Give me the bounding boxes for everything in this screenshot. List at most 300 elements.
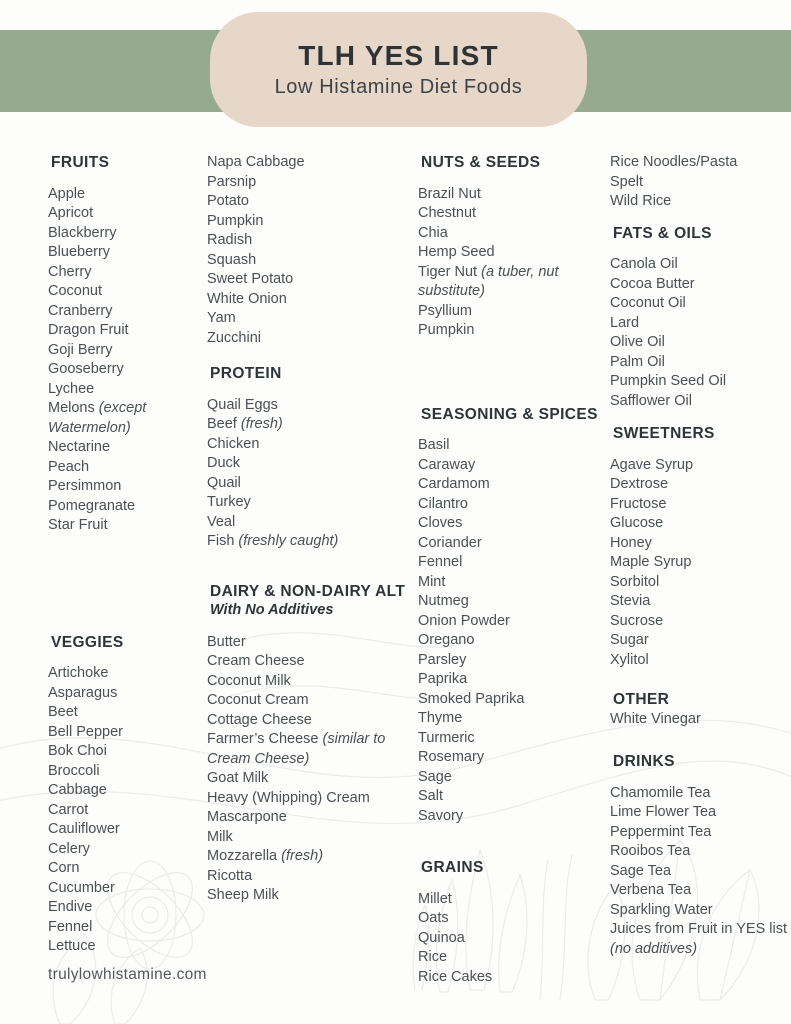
food-item-text: Star Fruit — [48, 517, 108, 533]
food-item — [610, 333, 788, 353]
food-item-text: Apricot — [48, 205, 94, 221]
food-list — [610, 153, 788, 212]
section-heading: FATS & OILS — [613, 224, 712, 242]
food-item-text: Beet — [48, 704, 78, 720]
food-item — [48, 664, 180, 684]
food-item-text: Butter — [207, 633, 246, 650]
food-item — [48, 703, 180, 723]
food-item-text: Wild Rice — [610, 193, 672, 209]
food-item — [610, 651, 788, 671]
food-item-text: Glucose — [610, 515, 664, 531]
food-item-text: Celery — [48, 840, 90, 857]
food-item-text: Cabbage — [48, 782, 107, 798]
food-item-text: Quinoa — [418, 929, 465, 946]
food-item-text: Rice — [418, 949, 448, 965]
food-section — [610, 752, 788, 959]
food-item — [610, 275, 788, 295]
food-item-text: Cherry — [48, 263, 92, 280]
food-item — [418, 456, 596, 476]
food-item — [48, 918, 180, 938]
food-item-text: Olive Oil — [610, 334, 665, 350]
food-item — [418, 514, 596, 534]
food-item-text: Sparkling Water — [610, 901, 713, 918]
food-list — [610, 456, 788, 671]
food-item-text: Radish — [207, 232, 253, 248]
food-item-text: Pumpkin — [207, 212, 264, 229]
food-item-text: Cilantro — [418, 495, 468, 512]
food-item-text: Parsnip — [207, 173, 257, 190]
food-item — [418, 534, 596, 554]
food-item — [48, 224, 180, 244]
food-item-text: Fennel — [48, 918, 93, 935]
food-item-text: Lard — [610, 314, 640, 331]
food-item-text: Salt — [418, 788, 443, 804]
food-item — [207, 474, 407, 494]
food-item-note: (no additives) — [610, 940, 698, 957]
food-item — [207, 192, 407, 212]
food-item-text: Cardamom — [418, 476, 490, 492]
food-item — [48, 684, 180, 704]
food-item-text: Nectarine — [48, 439, 111, 455]
food-item-text: Zucchini — [207, 329, 261, 346]
food-item-text: Parsley — [418, 651, 467, 668]
food-section — [418, 858, 596, 987]
food-item-text: Peach — [48, 458, 90, 475]
food-item-text: Squash — [207, 251, 257, 268]
food-item — [48, 723, 180, 743]
food-item — [610, 823, 788, 843]
section-heading: FRUITS — [51, 154, 110, 171]
food-item — [48, 742, 180, 762]
food-item — [48, 341, 180, 361]
food-item — [418, 929, 596, 949]
food-item-text: Onion Powder — [418, 612, 510, 629]
food-item-text: Duck — [207, 455, 241, 471]
food-item — [418, 592, 596, 612]
food-item — [207, 251, 407, 271]
food-item-text: Pumpkin — [418, 322, 475, 338]
food-item — [207, 652, 407, 672]
food-item — [418, 573, 596, 593]
food-item — [207, 633, 407, 653]
food-item-text: White Onion — [207, 290, 287, 307]
food-item — [207, 309, 407, 329]
food-item-text: Cranberry — [48, 302, 113, 319]
food-item-text: Corn — [48, 860, 80, 876]
food-item — [207, 493, 407, 513]
section-heading: OTHER — [613, 691, 670, 708]
food-item — [207, 270, 407, 290]
food-item-text: Sucrose — [610, 612, 664, 629]
food-item — [48, 801, 180, 821]
food-item — [418, 729, 596, 749]
food-item — [207, 415, 407, 435]
food-item-note: (fresh) — [236, 416, 283, 432]
food-item — [207, 828, 407, 848]
food-item — [418, 263, 596, 302]
section-heading: DAIRY & NON-DAIRY ALT — [210, 582, 406, 600]
food-item — [48, 243, 180, 263]
food-item-text: Cream Cheese — [207, 653, 305, 669]
food-item — [207, 231, 407, 251]
food-item-text: Oregano — [418, 632, 475, 648]
food-item — [610, 153, 788, 173]
food-item-text: Yam — [207, 310, 236, 326]
food-item-text: Mint — [418, 573, 446, 590]
food-item — [610, 495, 788, 515]
food-item-text: Cucumber — [48, 879, 115, 896]
food-list — [418, 890, 596, 988]
food-item — [610, 392, 788, 412]
food-item — [48, 399, 180, 438]
food-item — [610, 353, 788, 373]
food-item-text: Millet — [418, 890, 452, 907]
food-item — [610, 173, 788, 193]
food-item — [610, 372, 788, 392]
food-item-text: Tiger Nut — [418, 263, 478, 280]
food-item — [418, 243, 596, 263]
food-item — [418, 909, 596, 929]
food-item — [48, 762, 180, 782]
food-item-text: Coconut — [48, 283, 103, 299]
section-heading: GRAINS — [421, 859, 484, 876]
food-item — [207, 867, 407, 887]
food-item-text: Rosemary — [418, 749, 485, 765]
food-item-note: (except Watermelon) — [48, 400, 147, 436]
food-item — [418, 968, 596, 988]
food-item-text: Coconut Cream — [207, 692, 309, 708]
food-item-text: Napa Cabbage — [207, 154, 305, 170]
food-item-text: Potato — [207, 193, 249, 209]
food-item-text: Beef — [207, 416, 237, 432]
food-item-text: Artichoke — [48, 665, 109, 681]
food-list — [48, 664, 180, 957]
food-item — [207, 789, 407, 809]
food-item-text: Juices from Fruit in YES list — [610, 921, 788, 937]
food-item-text: Fennel — [418, 554, 463, 570]
food-item — [610, 803, 788, 823]
food-item — [418, 436, 596, 456]
food-list — [48, 185, 180, 536]
food-item — [48, 321, 180, 341]
food-item-text: Chestnut — [418, 205, 477, 221]
food-item-note: (freshly caught) — [234, 533, 339, 549]
food-item — [207, 329, 407, 349]
page-subtitle: Low Histamine Diet Foods — [274, 75, 523, 98]
food-item-text: Goat Milk — [207, 770, 269, 786]
food-item-text: Pomegranate — [48, 497, 136, 514]
food-item — [418, 690, 596, 710]
food-item — [610, 294, 788, 314]
food-item-text: Coconut Milk — [207, 672, 291, 689]
food-item-text: Stevia — [610, 593, 651, 609]
food-item — [207, 454, 407, 474]
food-item-text: Heavy (Whipping) Cream — [207, 789, 370, 806]
food-section — [418, 153, 596, 341]
food-item-text: Ricotta — [207, 867, 253, 884]
food-item — [418, 651, 596, 671]
food-item — [418, 807, 596, 827]
food-item — [418, 475, 596, 495]
food-item-text: Milk — [207, 828, 233, 845]
column-2 — [207, 146, 407, 906]
food-item-text: Quail Eggs — [207, 396, 278, 413]
food-item-text: Spelt — [610, 173, 644, 190]
food-item — [418, 204, 596, 224]
food-item-text: Dragon Fruit — [48, 322, 129, 338]
food-item — [48, 781, 180, 801]
food-item — [48, 859, 180, 879]
food-item — [418, 612, 596, 632]
food-item — [48, 477, 180, 497]
food-item — [207, 691, 407, 711]
food-item-text: Agave Syrup — [610, 456, 694, 473]
food-item-text: Asparagus — [48, 684, 118, 701]
food-item — [418, 670, 596, 690]
food-item — [610, 192, 788, 212]
food-item-text: Maple Syrup — [610, 554, 692, 570]
food-item-text: Savory — [418, 807, 464, 824]
food-item-note: (similar to Cream Cheese) — [207, 731, 386, 767]
food-section — [610, 224, 788, 412]
food-item-text: Sorbitol — [610, 573, 660, 590]
food-item — [610, 901, 788, 921]
food-list — [207, 633, 407, 906]
food-item — [207, 730, 407, 769]
food-item — [48, 458, 180, 478]
food-item — [207, 153, 407, 173]
food-item — [610, 514, 788, 534]
food-item-text: Sugar — [610, 632, 649, 648]
food-item — [418, 495, 596, 515]
food-item — [48, 438, 180, 458]
food-list — [418, 436, 596, 826]
page-title: TLH YES LIST — [298, 39, 499, 71]
website-url: trulylowhistamine.com — [48, 966, 207, 983]
food-item-text: Cottage Cheese — [207, 711, 312, 728]
food-item — [48, 282, 180, 302]
food-item-text: Fish — [207, 533, 235, 549]
food-item — [48, 204, 180, 224]
food-item-text: Sweet Potato — [207, 271, 294, 287]
food-item — [610, 475, 788, 495]
food-item — [610, 842, 788, 862]
food-item-note: (fresh) — [277, 848, 324, 864]
food-item — [418, 553, 596, 573]
food-item-text: Verbena Tea — [610, 882, 692, 898]
food-section — [610, 690, 788, 729]
food-section — [207, 364, 407, 552]
food-item-text: Quail — [207, 474, 241, 491]
food-section — [207, 153, 407, 348]
food-item — [610, 592, 788, 612]
food-item-text: Persimmon — [48, 478, 122, 494]
food-section — [207, 582, 407, 906]
food-item-text: Bok Choi — [48, 743, 107, 759]
food-item-text: Rooibos Tea — [610, 843, 691, 859]
food-item — [418, 748, 596, 768]
food-list — [610, 255, 788, 411]
food-item-note: (a tuber, nut substitute) — [418, 263, 559, 299]
food-item — [418, 709, 596, 729]
food-item — [610, 255, 788, 275]
food-item — [207, 672, 407, 692]
food-section — [610, 424, 788, 670]
food-item-text: Lime Flower Tea — [610, 804, 717, 820]
food-item — [610, 710, 788, 730]
food-item-text: Turmeric — [418, 729, 475, 746]
food-item — [48, 497, 180, 517]
food-section — [48, 633, 180, 957]
food-item — [207, 396, 407, 416]
food-item — [610, 534, 788, 554]
food-item — [418, 185, 596, 205]
food-item — [48, 898, 180, 918]
food-item — [418, 948, 596, 968]
food-item — [48, 879, 180, 899]
food-item-text: Xylitol — [610, 651, 649, 668]
food-list — [610, 710, 788, 730]
food-item-text: Broccoli — [48, 762, 100, 779]
food-item-text: Rice Noodles/Pasta — [610, 154, 738, 170]
food-item — [207, 173, 407, 193]
food-item-text: Paprika — [418, 671, 468, 687]
food-item — [48, 263, 180, 283]
food-item — [610, 862, 788, 882]
food-item — [207, 808, 407, 828]
header-card — [210, 12, 587, 127]
food-item-text: Coconut Oil — [610, 295, 686, 311]
food-item-text: Lettuce — [48, 938, 96, 954]
food-item-text: Fructose — [610, 495, 667, 512]
food-item-text: Brazil Nut — [418, 185, 481, 202]
food-item-text: Honey — [610, 534, 652, 551]
food-item-text: Pumpkin Seed Oil — [610, 373, 727, 389]
food-item — [610, 612, 788, 632]
food-item-text: Lychee — [48, 380, 95, 397]
food-item-text: Caraway — [418, 456, 476, 473]
column-3 — [418, 146, 596, 987]
food-item — [48, 937, 180, 957]
food-item-text: Gooseberry — [48, 361, 124, 377]
food-item-text: Bell Pepper — [48, 723, 123, 740]
food-item — [610, 553, 788, 573]
section-heading: DRINKS — [613, 753, 675, 770]
food-list — [610, 784, 788, 960]
food-item — [48, 302, 180, 322]
food-item-text: Sheep Milk — [207, 887, 279, 903]
food-item-text: Cloves — [418, 515, 463, 531]
food-item — [207, 769, 407, 789]
food-item-text: Basil — [418, 437, 450, 453]
food-item-text: Hemp Seed — [418, 244, 495, 260]
food-item — [418, 224, 596, 244]
food-item — [48, 360, 180, 380]
food-item — [610, 631, 788, 651]
food-item — [418, 787, 596, 807]
food-item-text: Smoked Paprika — [418, 690, 525, 707]
food-item-text: White Vinegar — [610, 710, 701, 727]
food-list — [207, 153, 407, 348]
food-item-text: Thyme — [418, 710, 463, 726]
food-item-text: Blackberry — [48, 224, 117, 241]
food-item — [207, 435, 407, 455]
food-item — [418, 768, 596, 788]
food-item-text: Blueberry — [48, 244, 111, 260]
food-item — [610, 456, 788, 476]
food-item-text: Carrot — [48, 801, 89, 818]
food-item — [48, 516, 180, 536]
food-item-text: Palm Oil — [610, 353, 665, 370]
food-item — [48, 840, 180, 860]
food-item-text: Canola Oil — [610, 256, 678, 272]
food-item — [610, 314, 788, 334]
food-item-text: Sage Tea — [610, 862, 672, 879]
food-item-text: Chamomile Tea — [610, 784, 711, 801]
food-item — [207, 711, 407, 731]
food-item — [207, 212, 407, 232]
column-1 — [48, 146, 180, 957]
food-item — [48, 820, 180, 840]
food-section — [418, 405, 596, 827]
food-item — [610, 573, 788, 593]
food-item-text: Psyllium — [418, 302, 472, 319]
food-item-text: Goji Berry — [48, 341, 113, 358]
food-item-text: Farmer’s Cheese — [207, 731, 319, 747]
food-item-text: Chia — [418, 224, 448, 241]
food-item — [418, 302, 596, 322]
section-heading: NUTS & SEEDS — [421, 154, 541, 171]
food-item-text: Coriander — [418, 534, 482, 551]
food-item — [610, 881, 788, 901]
food-item — [418, 321, 596, 341]
section-heading: PROTEIN — [210, 365, 282, 382]
column-4 — [610, 146, 788, 959]
food-item-text: Cauliflower — [48, 821, 120, 837]
food-item-text: Cocoa Butter — [610, 275, 695, 292]
food-item — [207, 847, 407, 867]
food-item-text: Rice Cakes — [418, 968, 493, 985]
food-item — [207, 290, 407, 310]
food-item-text: Peppermint Tea — [610, 823, 712, 840]
food-item-text: Dextrose — [610, 476, 669, 492]
food-list — [418, 185, 596, 341]
food-item-text: Safflower Oil — [610, 392, 692, 409]
section-heading: VEGGIES — [51, 633, 124, 651]
food-item — [610, 784, 788, 804]
food-item — [207, 513, 407, 533]
food-item — [418, 631, 596, 651]
food-item-text: Melons — [48, 400, 95, 416]
food-item — [207, 532, 407, 552]
food-item — [610, 920, 788, 959]
food-item-text: Sage — [418, 768, 452, 785]
food-item-text: Mozzarella — [207, 848, 278, 864]
section-heading: SEASONING & SPICES — [421, 405, 598, 423]
food-item — [48, 380, 180, 400]
food-item-text: Endive — [48, 899, 93, 915]
food-item-text: Oats — [418, 910, 449, 926]
food-section — [610, 153, 788, 212]
food-item — [48, 185, 180, 205]
food-item-text: Apple — [48, 185, 86, 202]
food-item-text: Chicken — [207, 435, 260, 452]
food-item-text: Turkey — [207, 494, 251, 510]
food-item — [207, 886, 407, 906]
food-item — [418, 890, 596, 910]
section-heading: SWEETNERS — [613, 425, 715, 442]
food-section — [48, 153, 180, 536]
